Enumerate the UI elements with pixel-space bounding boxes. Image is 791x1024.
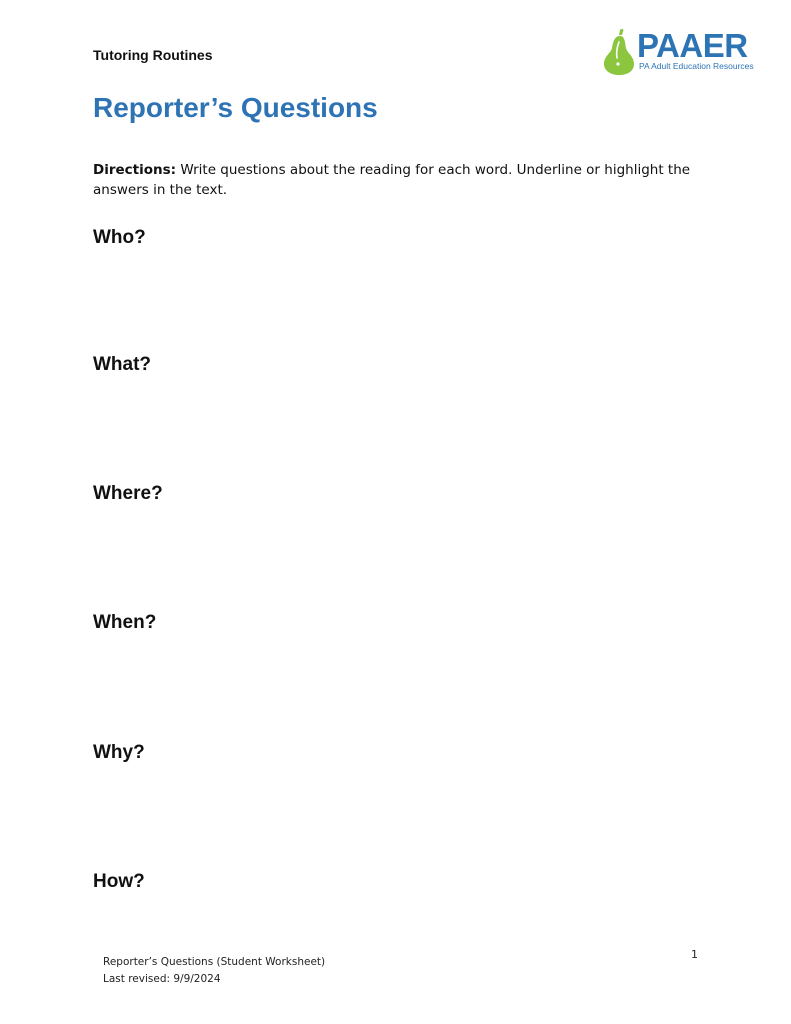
question-what: What? (93, 354, 152, 375)
footer-last-revised: Last revised: 9/9/2024 (103, 973, 221, 985)
paaer-logo (602, 28, 754, 76)
footer-document-name: Reporter’s Questions (Student Worksheet) (103, 956, 326, 968)
page-number: 1 (691, 948, 698, 961)
question-how: How? (93, 871, 145, 892)
directions-text: Write questions about the reading for each word. Underline or highlight the answers in the text. (93, 162, 691, 198)
logo-tagline: PA Adult Education Resources (639, 61, 754, 71)
footer (103, 954, 325, 988)
logo-wordmark: PAAER (637, 27, 748, 64)
directions-label: Directions: (93, 162, 177, 178)
directions (93, 160, 693, 200)
question-where: Where? (93, 483, 163, 504)
question-who: Who? (93, 227, 146, 248)
pear-icon (602, 28, 638, 76)
page-header-label: Tutoring Routines (93, 47, 213, 63)
question-when: When? (93, 612, 157, 633)
page-title: Reporter’s Questions (93, 92, 378, 123)
question-why: Why? (93, 742, 145, 763)
